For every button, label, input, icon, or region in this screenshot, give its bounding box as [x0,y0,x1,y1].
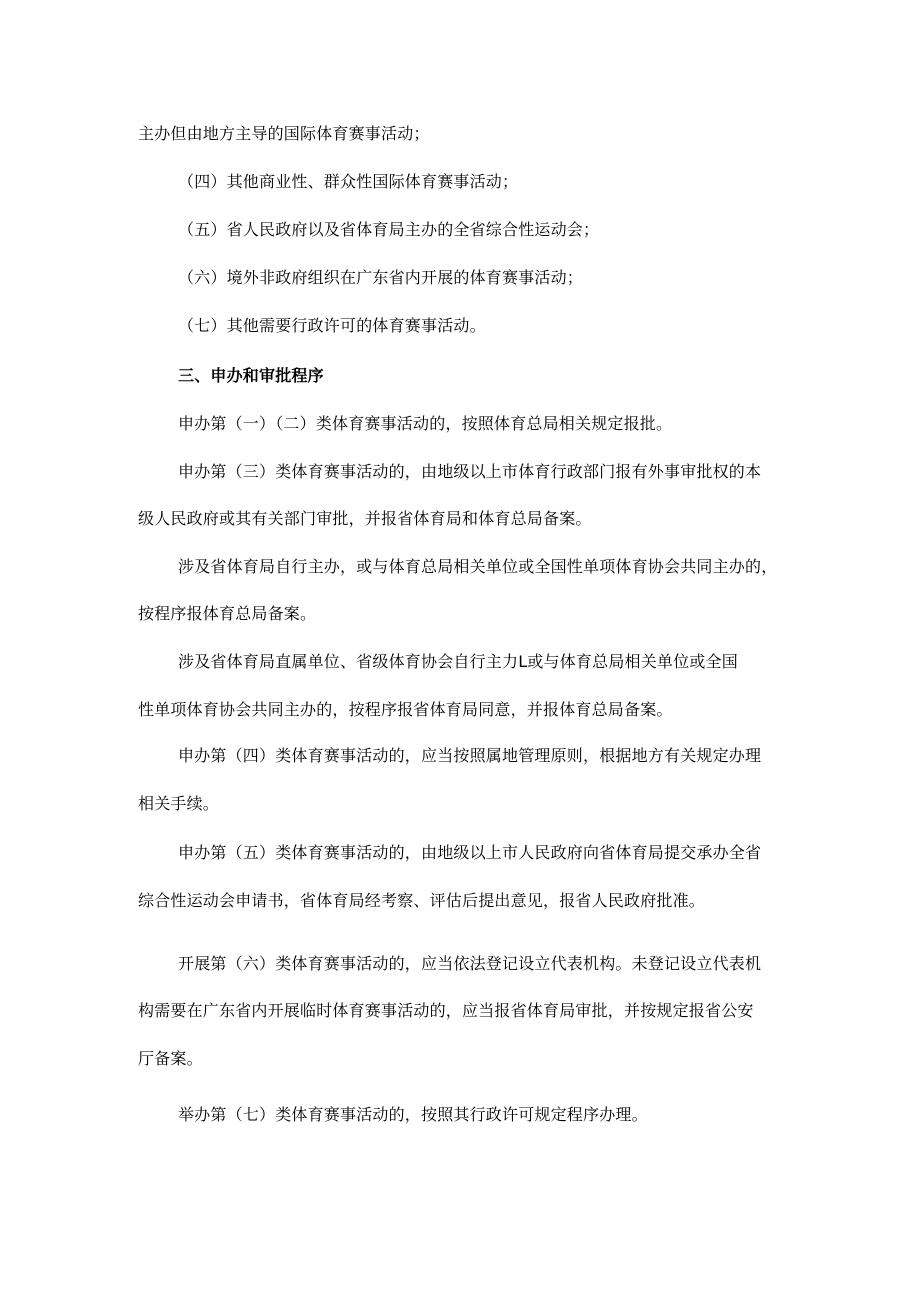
paragraph-line: 相关手续。 [138,794,220,813]
list-item-5: （五）省人民政府以及省体育局主办的全省综合性运动会； [178,220,600,239]
paragraph-line: 举办第（七）类体育赛事活动的，按照其行政许可规定程序办理。 [178,1105,648,1124]
paragraph-line: 按程序报体育总局备案。 [138,604,317,623]
list-item-6: （六）境外非政府组织在广东省内开展的体育赛事活动； [178,268,584,287]
paragraph-line: 性单项体育协会共同主办的，按程序报省体育局同意，并报体育总局备案。 [138,700,673,719]
paragraph-line: 申办第（三）类体育赛事活动的，由地级以上市体育行政部门报有外事审批权的本 [178,462,762,481]
paragraph-line: 申办第（四）类体育赛事活动的，应当按照属地管理原则，根据地方有关规定办理 [178,746,762,765]
paragraph-line: 级人民政府或其有关部门审批，并报省体育局和体育总局备案。 [138,509,592,528]
paragraph-line: 主办但由地方主导的国际体育赛事活动； [138,124,430,143]
list-item-7: （七）其他需要行政许可的体育赛事活动。 [178,316,486,335]
paragraph-line: 申办第（一）（二）类体育赛事活动的，按照体育总局相关规定报批。 [178,414,673,433]
paragraph-line: 综合性运动会申请书，省体育局经考察、评估后提出意见，报省人民政府批准。 [138,891,706,910]
paragraph-line: 申办第（五）类体育赛事活动的，由地级以上市人民政府向省体育局提交承办全省 [178,843,762,862]
paragraph-line: 厅备案。 [138,1049,203,1068]
list-item-4: （四）其他商业性、群众性国际体育赛事活动； [178,172,519,191]
section-heading: 三、申办和审批程序 [178,366,324,385]
paragraph-line: 开展第（六）类体育赛事活动的，应当依法登记设立代表机构。未登记设立代表机 [178,954,762,973]
paragraph-line: 涉及省体育局自行主办，或与体育总局相关单位或全国性单项体育协会共同主办的， [178,557,778,576]
paragraph-line: 涉及省体育局直属单位、省级体育协会自行主力L或与体育总局相关单位或全国 [178,652,738,671]
paragraph-line: 构需要在广东省内开展临时体育赛事活动的，应当报省体育局审批，并按规定报省公安 [138,1001,754,1020]
